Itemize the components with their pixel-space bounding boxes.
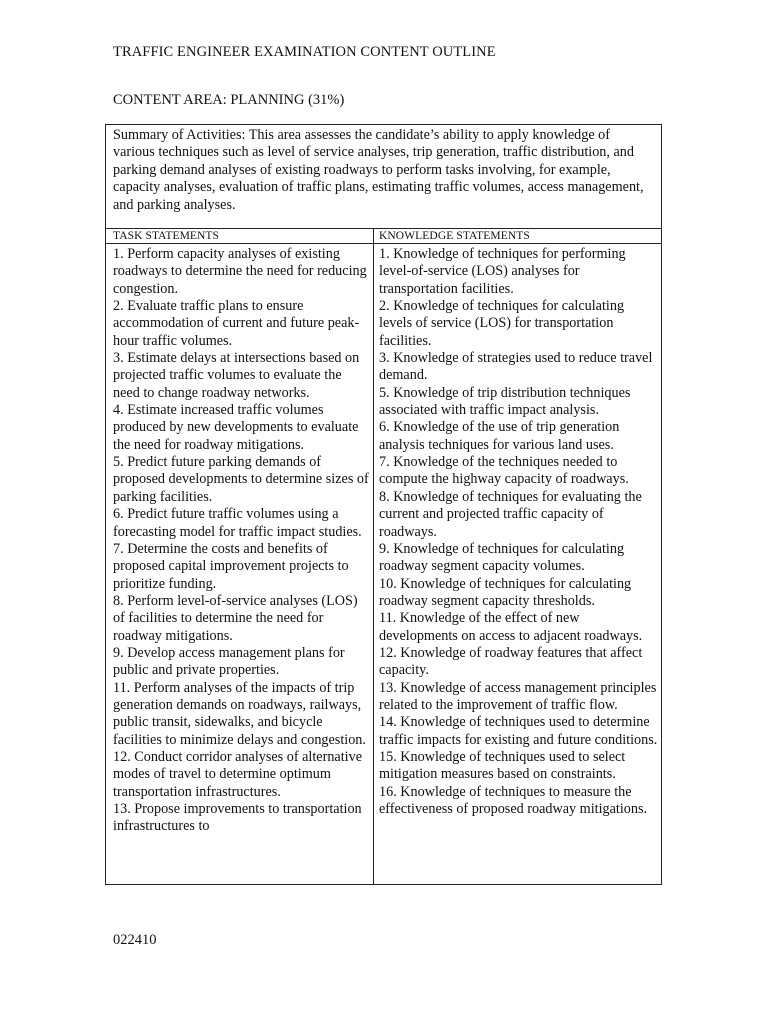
knowledge-statements-column — [379, 246, 659, 818]
knowledge-statement: 13. Knowledge of access management principles related to the improvement of traffic flow. — [379, 679, 657, 713]
content-outline-table — [105, 124, 662, 885]
knowledge-statement: 10. Knowledge of techniques for calculating roadway segment capacity thresholds. — [379, 575, 632, 609]
knowledge-statement: 2. Knowledge of techniques for calculating levels of service (LOS) for transportation facilities. — [379, 298, 625, 349]
knowledge-statement: 6. Knowledge of the use of trip generation analysis techniques for various land uses. — [379, 419, 620, 453]
task-statement: 4. Estimate increased traffic volumes produced by new developments to evaluate the need for roadway mitigations. — [113, 402, 359, 453]
knowledge-statements-header: KNOWLEDGE STATEMENTS — [379, 230, 530, 242]
task-statement: 9. Develop access management plans for public and private properties. — [113, 644, 345, 679]
task-statement: 12. Conduct corridor analyses of alternative modes of travel to determine optimum transportation infrastructures. — [113, 748, 362, 800]
task-statement: 3. Estimate delays at intersections based on projected traffic volumes to evaluate the need to change roadway networks. — [113, 350, 360, 401]
task-statement: 11. Perform analyses of the impacts of trip generation demands on roadways, railways, public transit, sidewalks, and bicycle facilities to minimize delays and congestion. — [113, 679, 366, 748]
task-statement: 6. Predict future traffic volumes using a forecasting model for traffic impact studies. — [113, 506, 362, 540]
knowledge-statement: 14. Knowledge of techniques used to determine traffic impacts for existing and future conditions. — [379, 714, 658, 748]
document-title: TRAFFIC ENGINEER EXAMINATION CONTENT OUTLINE — [113, 44, 496, 60]
knowledge-statement: 16. Knowledge of techniques to measure the effectiveness of proposed roadway mitigations. — [379, 783, 648, 817]
column-divider — [373, 229, 374, 885]
task-statement: 7. Determine the costs and benefits of proposed capital improvement projects to prioritize funding. — [113, 540, 349, 592]
knowledge-statement: 7. Knowledge of the techniques needed to compute the highway capacity of roadways. — [379, 454, 629, 488]
summary-of-activities: Summary of Activities: This area assesses the candidate’s ability to apply knowledge of various techniques such as level of service analyses, trip generation, traffic distribution, and parking demand analyses of existing roadways to perform tasks involving, for example, capacity analyses, evaluation of traffic plans, estimating traffic volumes, access management, and parking analyses. — [106, 125, 661, 229]
content-area-heading: CONTENT AREA: PLANNING (31%) — [113, 92, 345, 108]
task-statement: 1. Perform capacity analyses of existing roadways to determine the need for reducing congestion. — [113, 246, 367, 297]
knowledge-statement: 9. Knowledge of techniques for calculating roadway segment capacity volumes. — [379, 540, 625, 575]
knowledge-statement: 12. Knowledge of roadway features that affect capacity. — [379, 644, 643, 679]
task-statements-header: TASK STATEMENTS — [113, 230, 220, 242]
knowledge-statement: 1. Knowledge of techniques for performing level-of-service (LOS) analyses for transportation facilities. — [379, 246, 626, 297]
knowledge-statement: 15. Knowledge of techniques used to select mitigation measures based on constraints. — [379, 748, 626, 783]
task-statement: 2. Evaluate traffic plans to ensure accommodation of current and future peak-hour traffic volumes. — [113, 298, 360, 349]
knowledge-statement: 3. Knowledge of strategies used to reduce travel demand. — [379, 350, 653, 384]
task-statement: 5. Predict future parking demands of proposed developments to determine sizes of parking facilities. — [113, 454, 369, 505]
task-statements-column — [113, 246, 369, 836]
header-row-divider — [106, 243, 661, 244]
task-statement: 13. Propose improvements to transportation infrastructures to — [113, 801, 362, 835]
knowledge-statement: 11. Knowledge of the effect of new developments on access to adjacent roadways. — [379, 610, 643, 644]
document-code: 022410 — [113, 932, 157, 948]
knowledge-statement: 8. Knowledge of techniques for evaluating the current and projected traffic capacity of roadways. — [379, 488, 642, 540]
task-statement: 8. Perform level-of-service analyses (LOS) of facilities to determine the need for roadway mitigations. — [113, 592, 358, 644]
knowledge-statement: 5. Knowledge of trip distribution techniques associated with traffic impact analysis. — [379, 384, 631, 419]
